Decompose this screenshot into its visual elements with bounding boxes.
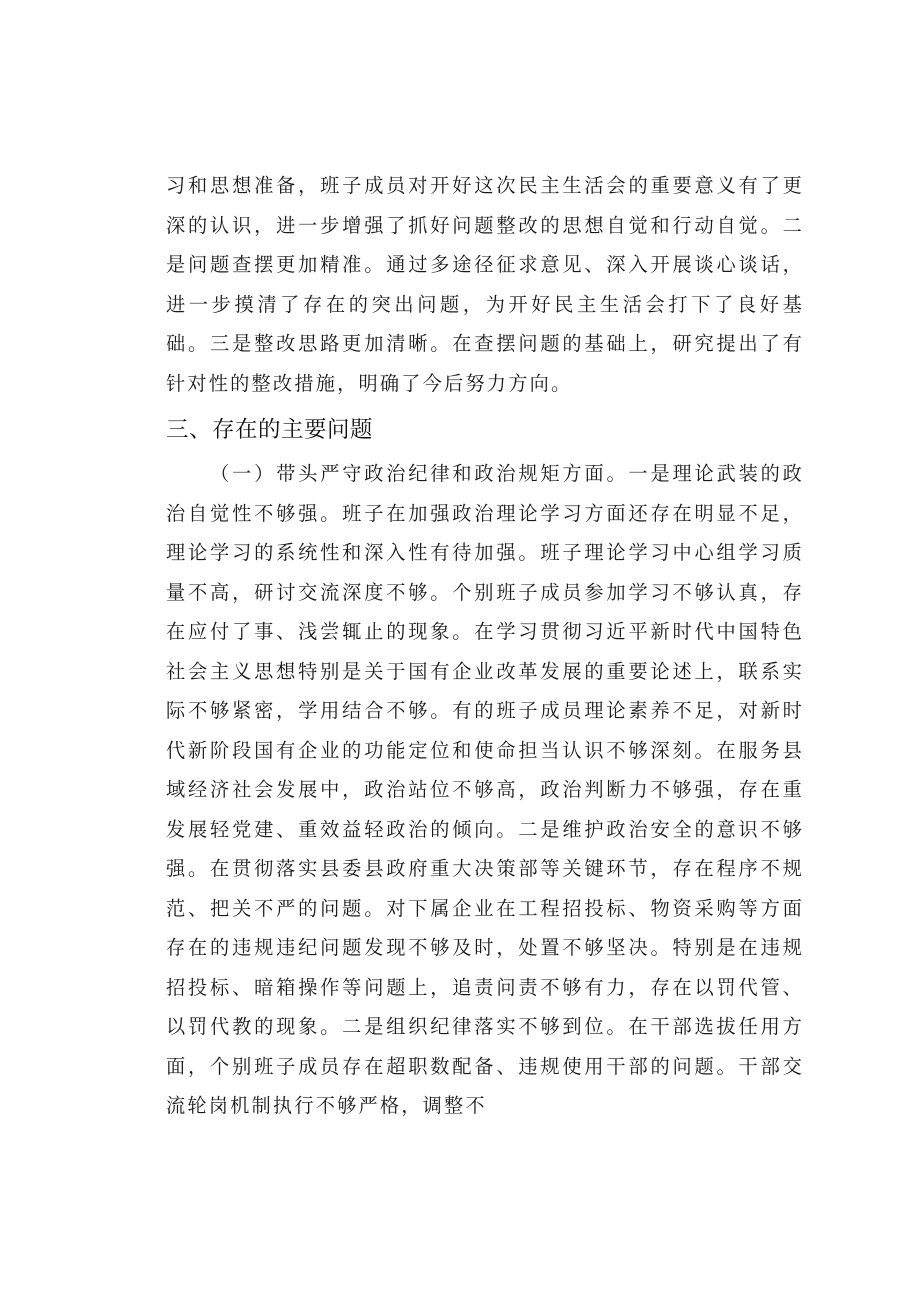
section-paragraph: （一）带头严守政治纪律和政治规矩方面。一是理论武装的政治自觉性不够强。班子在加强政治理论学习方面还存在明显不足，理论学习的系统性和深入性有待加强。班子理论学习中心组学习质量不高，研讨交流深度不够。个别班子成员参加学习不够认真，存在应付了事、浅尝辄止的现象。在学习贯彻习近平新时代中国特色社会主义思想特别是关于国有企业改革发展的重要论述上，联系实际不够紧密，学用结合不够。有的班子成员理论素养不足，对新时代新阶段国有企业的功能定位和使命担当认识不够深刻。在服务县域经济社会发展中，政治站位不够高，政治判断力不够强，存在重发展轻党建、重效益轻政治的倾向。二是维护政治安全的意识不够强。在贯彻落实县委县政府重大决策部等关键环节，存在程序不规范、把关不严的问题。对下属企业在工程招投标、物资采购等方面存在的违规违纪问题发现不够及时，处置不够坚决。特别是在违规招投标、暗箱操作等问题上，追责问责不够有力，存在以罚代管、以罚代教的现象。二是组织纪律落实不够到位。在干部选拔任用方面，个别班子成员存在超职数配备、违规使用干部的问题。干部交流轮岗机制执行不够严格，调整不 <box>166 462 804 1117</box>
document-body <box>166 166 804 1126</box>
section-heading: 三、存在的主要问题 <box>166 417 374 443</box>
intro-paragraph: 习和思想准备，班子成员对开好这次民主生活会的重要意义有了更深的认识，进一步增强了抓好问题整改的思想自觉和行动自觉。二是问题查摆更加精准。通过多途径征求意见、深入开展谈心谈话，进一步摸清了存在的突出问题，为开好民主生活会打下了良好基础。三是整改思路更加清晰。在查摆问题的基础上，研究提出了有针对性的整改措施，明确了今后努力方向。 <box>166 174 804 395</box>
